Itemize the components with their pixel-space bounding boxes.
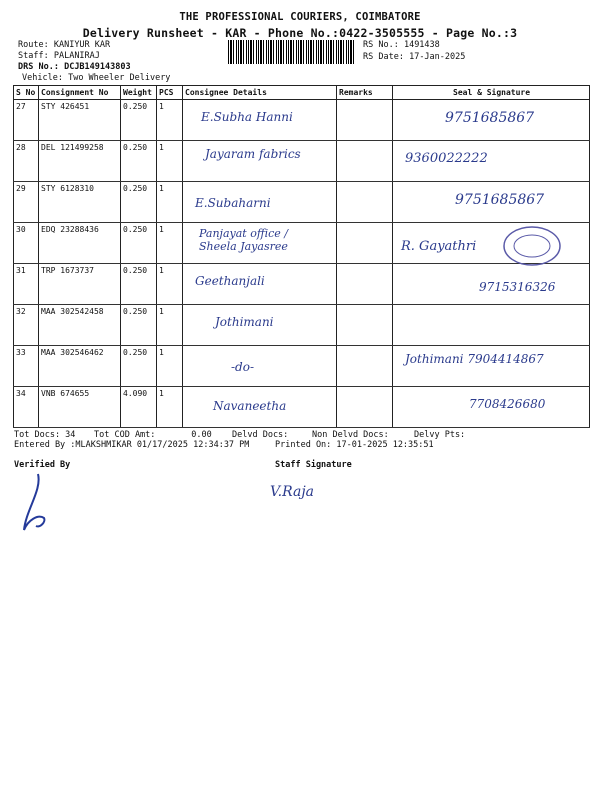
cell-seal bbox=[393, 141, 590, 182]
route-line bbox=[18, 40, 110, 50]
rs-date-line bbox=[363, 52, 465, 62]
rs-date-label: RS Date: bbox=[363, 52, 404, 62]
cell-weight: 0.250 bbox=[121, 141, 157, 182]
cell-seal bbox=[393, 264, 590, 305]
consignee-handwriting: Geethanjali bbox=[195, 274, 265, 288]
route-value: KANIYUR KAR bbox=[53, 40, 111, 50]
delvd-docs: Delvd Docs: bbox=[232, 430, 289, 440]
cell-consignment: TRP 1673737 bbox=[39, 264, 121, 305]
cell-consignee bbox=[183, 346, 337, 387]
consignee-handwriting: -do- bbox=[231, 360, 255, 374]
cell-weight: 0.250 bbox=[121, 346, 157, 387]
rs-no-line bbox=[363, 40, 440, 50]
barcode bbox=[228, 40, 356, 64]
table-row bbox=[14, 264, 590, 305]
verifier-signature bbox=[16, 470, 56, 540]
consignee-handwriting: E.Subha Hanni bbox=[201, 110, 293, 124]
cell-consignee bbox=[183, 387, 337, 428]
cell-sno: 28 bbox=[14, 141, 39, 182]
table-header-row bbox=[14, 86, 590, 100]
cell-remarks bbox=[337, 346, 393, 387]
consignee-handwriting: Panjayat office / Sheela Jayasree bbox=[199, 227, 289, 253]
staff-line bbox=[18, 51, 100, 61]
col-seal: Seal & Signature bbox=[393, 86, 590, 100]
consignee-handwriting: Navaneetha bbox=[213, 399, 287, 413]
non-delvd-docs: Non Delvd Docs: bbox=[312, 430, 389, 440]
cell-sno: 29 bbox=[14, 182, 39, 223]
cell-pcs: 1 bbox=[157, 182, 183, 223]
tot-cod: Tot COD Amt: 0.00 bbox=[94, 430, 212, 440]
vehicle-line bbox=[22, 73, 170, 83]
col-sno: S No bbox=[14, 86, 39, 100]
cell-pcs: 1 bbox=[157, 387, 183, 428]
consignee-handwriting: Jothimani bbox=[215, 315, 274, 329]
vehicle-label: Vehicle: bbox=[22, 73, 63, 83]
cell-seal bbox=[393, 387, 590, 428]
table-row bbox=[14, 305, 590, 346]
staff-signature-label: Staff Signature bbox=[275, 460, 352, 470]
cell-weight: 0.250 bbox=[121, 182, 157, 223]
staff-label: Staff: bbox=[18, 51, 49, 61]
verified-by-label: Verified By bbox=[14, 460, 71, 470]
cell-pcs: 1 bbox=[157, 100, 183, 141]
cell-sno: 33 bbox=[14, 346, 39, 387]
table-row bbox=[14, 346, 590, 387]
runsheet-table bbox=[13, 85, 590, 428]
consignee-handwriting: Jayaram fabrics bbox=[205, 147, 301, 161]
cell-consignment: STY 426451 bbox=[39, 100, 121, 141]
table-row bbox=[14, 141, 590, 182]
col-pcs: PCS bbox=[157, 86, 183, 100]
staff-signature: V.Raja bbox=[270, 484, 315, 500]
cell-pcs: 1 bbox=[157, 264, 183, 305]
rs-no-value: 1491438 bbox=[403, 40, 440, 50]
cell-consignee bbox=[183, 141, 337, 182]
entered-by: Entered By :MLAKSHMIKAR 01/17/2025 12:34:37 PM bbox=[14, 440, 250, 450]
drs-value: DCJB149143803 bbox=[64, 62, 131, 72]
table-row bbox=[14, 387, 590, 428]
cell-weight: 4.090 bbox=[121, 387, 157, 428]
cell-weight: 0.250 bbox=[121, 223, 157, 264]
cell-sno: 32 bbox=[14, 305, 39, 346]
cell-remarks bbox=[337, 387, 393, 428]
cell-pcs: 1 bbox=[157, 305, 183, 346]
cell-remarks bbox=[337, 100, 393, 141]
table-row bbox=[14, 100, 590, 141]
col-weight: Weight bbox=[121, 86, 157, 100]
cell-remarks bbox=[337, 264, 393, 305]
cell-sno: 27 bbox=[14, 100, 39, 141]
seal-handwriting: 9360022222 bbox=[405, 151, 488, 166]
cell-remarks bbox=[337, 305, 393, 346]
cell-remarks bbox=[337, 182, 393, 223]
company-title: THE PROFESSIONAL COURIERS, COIMBATORE bbox=[179, 11, 421, 23]
cell-consignment: STY 6128310 bbox=[39, 182, 121, 223]
cell-consignee bbox=[183, 182, 337, 223]
cell-sno: 34 bbox=[14, 387, 39, 428]
seal-handwriting: 9751685867 bbox=[445, 110, 535, 126]
tot-docs: Tot Docs: 34 bbox=[14, 430, 76, 440]
seal-handwriting: 9751685867 bbox=[455, 192, 545, 208]
staff-value: PALANIRAJ bbox=[53, 51, 100, 61]
cell-weight: 0.250 bbox=[121, 264, 157, 305]
cell-consignee bbox=[183, 264, 337, 305]
drs-line bbox=[18, 62, 131, 72]
cell-seal bbox=[393, 346, 590, 387]
route-label: Route: bbox=[18, 40, 49, 50]
seal-handwriting: 9715316326 bbox=[479, 280, 556, 294]
cell-consignee bbox=[183, 223, 337, 264]
cell-consignment: EDQ 23288436 bbox=[39, 223, 121, 264]
drs-label: DRS No.: bbox=[18, 62, 59, 72]
cell-consignment: DEL 121499258 bbox=[39, 141, 121, 182]
runsheet-title: Delivery Runsheet - KAR - Phone No.:0422-3505555 - Page No.:3 bbox=[82, 26, 518, 40]
consignee-handwriting: E.Subaharni bbox=[195, 196, 271, 210]
rs-no-label: RS No.: bbox=[363, 40, 399, 50]
table-row bbox=[14, 182, 590, 223]
seal-handwriting: Jothimani 7904414867 bbox=[405, 352, 544, 366]
cell-weight: 0.250 bbox=[121, 100, 157, 141]
printed-on: Printed On: 17-01-2025 12:35:51 bbox=[275, 440, 434, 450]
cell-seal bbox=[393, 182, 590, 223]
cell-remarks bbox=[337, 141, 393, 182]
seal-handwriting: R. Gayathri bbox=[401, 239, 477, 254]
cell-sno: 30 bbox=[14, 223, 39, 264]
cell-seal bbox=[393, 305, 590, 346]
cell-pcs: 1 bbox=[157, 141, 183, 182]
cell-sno: 31 bbox=[14, 264, 39, 305]
cell-pcs: 1 bbox=[157, 223, 183, 264]
cell-pcs: 1 bbox=[157, 346, 183, 387]
table-row bbox=[14, 223, 590, 264]
col-consignment: Consignment No bbox=[39, 86, 121, 100]
cell-seal bbox=[393, 223, 590, 264]
cell-consignment: MAA 302542458 bbox=[39, 305, 121, 346]
cell-consignee bbox=[183, 305, 337, 346]
rs-date-value: 17-Jan-2025 bbox=[409, 52, 466, 62]
seal-handwriting: 7708426680 bbox=[469, 397, 546, 411]
vehicle-value: Two Wheeler Delivery bbox=[68, 73, 171, 83]
cell-consignment: MAA 302546462 bbox=[39, 346, 121, 387]
delvy-pts: Delvy Pts: bbox=[414, 430, 466, 440]
cell-seal bbox=[393, 100, 590, 141]
cell-remarks bbox=[337, 223, 393, 264]
col-consignee: Consignee Details bbox=[183, 86, 337, 100]
cell-weight: 0.250 bbox=[121, 305, 157, 346]
cell-consignee bbox=[183, 100, 337, 141]
col-remarks: Remarks bbox=[337, 86, 393, 100]
cell-consignment: VNB 674655 bbox=[39, 387, 121, 428]
office-seal-stamp bbox=[501, 225, 563, 267]
